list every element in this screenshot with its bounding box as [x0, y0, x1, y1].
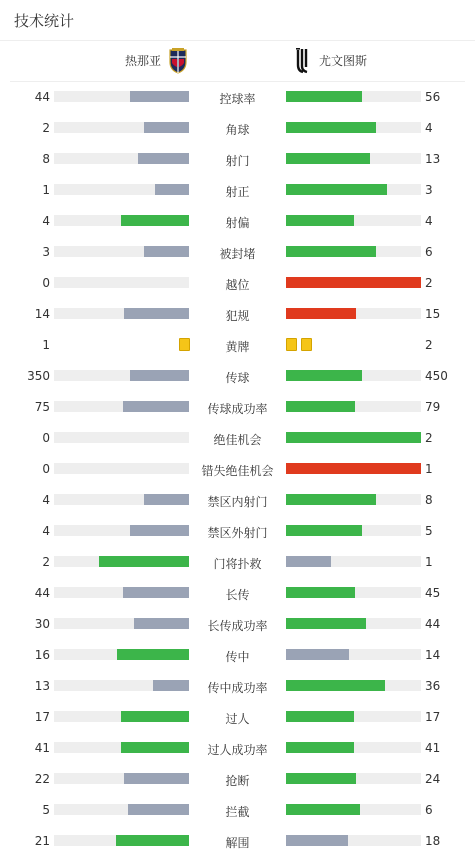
stat-label: 长传成功率 [207, 619, 268, 633]
stat-row [0, 671, 475, 702]
away-value: 17 [425, 710, 441, 724]
away-bar [286, 215, 354, 226]
away-bar-track [286, 773, 421, 784]
away-value: 45 [425, 586, 441, 600]
home-bar-track [54, 649, 189, 660]
home-bar-track [54, 184, 189, 195]
away-bar-track [286, 153, 421, 164]
away-value: 13 [425, 152, 441, 166]
home-value: 13 [34, 679, 50, 693]
away-bar [286, 432, 421, 443]
stat-row [0, 392, 475, 423]
home-bar-track [54, 308, 189, 319]
home-bar [130, 370, 189, 381]
away-bar [286, 525, 362, 536]
home-bar-track [54, 401, 189, 412]
home-bar-track [54, 277, 189, 288]
stat-row [0, 237, 475, 268]
away-bar [286, 153, 370, 164]
stat-row [0, 361, 475, 392]
stat-label: 射正 [225, 185, 250, 199]
home-bar [144, 122, 189, 133]
stat-label: 长传 [225, 588, 250, 602]
home-bar [124, 773, 189, 784]
stats-list [0, 82, 475, 857]
home-bar-track [54, 680, 189, 691]
away-team-name: 尤文图斯 [319, 54, 368, 68]
stat-row [0, 113, 475, 144]
home-bar-track [54, 835, 189, 846]
home-value: 8 [42, 152, 50, 166]
stat-row [0, 702, 475, 733]
stat-label: 禁区外射门 [207, 526, 268, 540]
away-bar-track [286, 804, 421, 815]
home-team-name: 热那亚 [124, 54, 161, 68]
away-bar [286, 184, 387, 195]
home-value: 0 [42, 276, 50, 290]
home-value: 2 [42, 121, 50, 135]
stat-row [0, 206, 475, 237]
stat-label: 黄牌 [225, 340, 250, 354]
home-value: 75 [34, 400, 50, 414]
home-bar-track [54, 432, 189, 443]
away-bar-track [286, 432, 421, 443]
yellow-card-icon [301, 338, 312, 351]
home-value: 4 [42, 493, 50, 507]
stat-label: 控球率 [219, 92, 256, 106]
away-bar-track [286, 556, 421, 567]
home-bar [155, 184, 189, 195]
stat-row [0, 330, 475, 361]
home-bar-track [54, 122, 189, 133]
away-bar [286, 587, 355, 598]
away-value: 36 [425, 679, 441, 693]
away-bar [286, 370, 362, 381]
away-bar [286, 618, 366, 629]
away-bar [286, 246, 376, 257]
home-bar-track [54, 804, 189, 815]
stat-row [0, 733, 475, 764]
home-bar-track [54, 463, 189, 474]
away-value: 2 [425, 431, 433, 445]
home-bar-track [54, 370, 189, 381]
home-value: 350 [27, 369, 50, 383]
away-bar-track [286, 370, 421, 381]
away-value: 41 [425, 741, 441, 755]
stat-row [0, 485, 475, 516]
stat-row [0, 609, 475, 640]
away-bar [286, 122, 376, 133]
stat-label: 传中 [225, 650, 250, 664]
away-value: 8 [425, 493, 433, 507]
stat-row [0, 268, 475, 299]
home-value: 0 [42, 431, 50, 445]
stat-row [0, 764, 475, 795]
home-value: 16 [34, 648, 50, 662]
stat-row [0, 516, 475, 547]
home-bar-track [54, 711, 189, 722]
away-bar-track [286, 215, 421, 226]
stat-row [0, 454, 475, 485]
away-value: 2 [425, 276, 433, 290]
stat-row [0, 640, 475, 671]
away-value: 3 [425, 183, 433, 197]
home-bar [121, 215, 189, 226]
away-bar [286, 680, 385, 691]
away-value: 15 [425, 307, 441, 321]
away-bar [286, 556, 331, 567]
stat-row [0, 547, 475, 578]
away-bar [286, 91, 362, 102]
header [0, 0, 475, 41]
away-value: 14 [425, 648, 441, 662]
home-bar [130, 91, 189, 102]
stat-row [0, 82, 475, 113]
stat-label: 传球成功率 [207, 402, 268, 416]
away-value: 450 [425, 369, 448, 383]
genoa-crest-icon [168, 48, 188, 74]
home-value: 14 [34, 307, 50, 321]
home-value: 1 [42, 183, 50, 197]
away-bar [286, 773, 356, 784]
away-bar-track [286, 742, 421, 753]
stat-label: 拦截 [225, 805, 250, 819]
away-bar [286, 742, 354, 753]
stat-label: 禁区内射门 [207, 495, 268, 509]
home-bar [121, 711, 189, 722]
home-bar-track [54, 246, 189, 257]
home-value: 4 [42, 524, 50, 538]
home-bar-track [54, 153, 189, 164]
stat-label: 传中成功率 [207, 681, 268, 695]
stat-label: 被封堵 [219, 247, 256, 261]
stat-label: 传球 [225, 371, 250, 385]
stat-row [0, 578, 475, 609]
away-value: 1 [425, 555, 433, 569]
away-value: 1 [425, 462, 433, 476]
away-value: 6 [425, 803, 433, 817]
home-bar-track [54, 773, 189, 784]
away-bar-track [286, 122, 421, 133]
away-bar-track [286, 184, 421, 195]
home-value: 0 [42, 462, 50, 476]
home-value: 17 [34, 710, 50, 724]
stat-label: 绝佳机会 [213, 433, 262, 447]
home-bar [128, 804, 189, 815]
home-value: 3 [42, 245, 50, 259]
stat-label: 过人成功率 [207, 743, 268, 757]
stat-label: 过人 [225, 712, 250, 726]
home-value: 21 [34, 834, 50, 848]
home-bar [123, 587, 189, 598]
stat-label: 犯规 [225, 309, 250, 323]
home-bar [117, 649, 189, 660]
home-bar-track [54, 494, 189, 505]
stat-label: 门将扑救 [213, 557, 262, 571]
away-bar [286, 401, 355, 412]
stat-row [0, 175, 475, 206]
away-value: 18 [425, 834, 441, 848]
away-bar [286, 494, 376, 505]
home-value: 22 [34, 772, 50, 786]
home-bar [134, 618, 189, 629]
home-bar-track [54, 742, 189, 753]
home-value: 1 [42, 338, 50, 352]
home-bar [144, 246, 189, 257]
stat-label: 越位 [225, 278, 250, 292]
home-bar-track [54, 215, 189, 226]
yellow-card-icon [286, 338, 297, 351]
away-value: 4 [425, 121, 433, 135]
stat-row [0, 144, 475, 175]
away-bar-track [286, 277, 421, 288]
away-value: 6 [425, 245, 433, 259]
home-bar [99, 556, 189, 567]
home-bar-track [54, 618, 189, 629]
away-bar-track [286, 308, 421, 319]
away-bar-track [286, 618, 421, 629]
away-bar-track [286, 587, 421, 598]
home-value: 41 [34, 741, 50, 755]
away-bar-track [286, 463, 421, 474]
home-bar [116, 835, 189, 846]
away-bar [286, 308, 356, 319]
stat-row [0, 795, 475, 826]
away-value: 5 [425, 524, 433, 538]
home-bar [123, 401, 189, 412]
away-value: 56 [425, 90, 441, 104]
home-bar [138, 153, 189, 164]
away-value: 4 [425, 214, 433, 228]
away-value: 2 [425, 338, 433, 352]
away-bar [286, 804, 360, 815]
home-bar-track [54, 91, 189, 102]
home-bar-track [54, 587, 189, 598]
away-bar-track [286, 711, 421, 722]
stat-label: 解围 [225, 836, 250, 850]
away-bar-track [286, 525, 421, 536]
away-bar-track [286, 680, 421, 691]
away-bar [286, 649, 349, 660]
page-title: 技术统计 [14, 12, 75, 30]
stat-label: 角球 [225, 123, 250, 137]
home-bar [130, 525, 189, 536]
away-bar [286, 711, 354, 722]
home-bar [144, 494, 189, 505]
away-bar [286, 835, 348, 846]
away-bar [286, 277, 421, 288]
stat-label: 抢断 [225, 774, 250, 788]
away-value: 44 [425, 617, 441, 631]
home-value: 44 [34, 90, 50, 104]
away-value: 79 [425, 400, 441, 414]
home-value: 4 [42, 214, 50, 228]
away-bar-track [286, 91, 421, 102]
away-bar-track [286, 401, 421, 412]
home-bar-track [54, 556, 189, 567]
home-bar-track [54, 525, 189, 536]
home-bar [121, 742, 189, 753]
stat-row [0, 299, 475, 330]
stat-label: 射偏 [225, 216, 250, 230]
away-bar-track [286, 494, 421, 505]
home-value: 30 [34, 617, 50, 631]
away-bar-track [286, 835, 421, 846]
home-value: 5 [42, 803, 50, 817]
away-bar [286, 463, 421, 474]
home-value: 2 [42, 555, 50, 569]
stat-row [0, 826, 475, 857]
stat-row [0, 423, 475, 454]
away-value: 24 [425, 772, 441, 786]
stat-label: 错失绝佳机会 [201, 464, 274, 478]
away-bar-track [286, 246, 421, 257]
home-value: 44 [34, 586, 50, 600]
away-bar-track [286, 649, 421, 660]
stat-label: 射门 [225, 154, 250, 168]
home-bar [153, 680, 189, 691]
home-bar [124, 308, 189, 319]
juventus-logo-icon [295, 47, 313, 75]
